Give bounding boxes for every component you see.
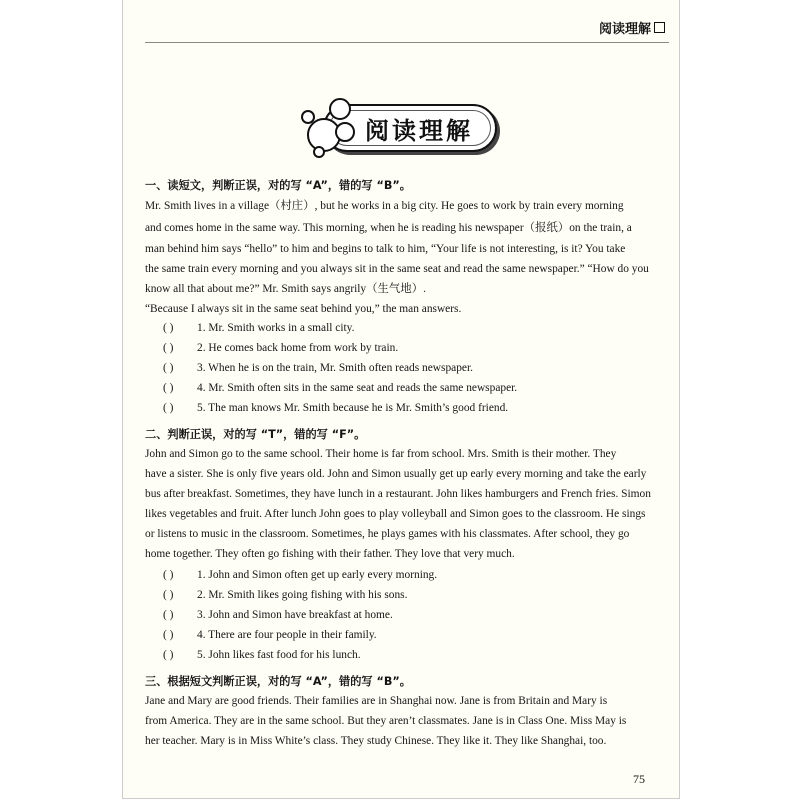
section-heading: 三、根据短文判断正误，对的写 “A”，错的写 “B”。 bbox=[145, 675, 411, 688]
title-banner bbox=[301, 88, 501, 158]
question-text: 3. John and Simon have breakfast at home. bbox=[197, 609, 393, 621]
bubble-icon bbox=[335, 122, 355, 142]
question-item bbox=[163, 587, 407, 603]
page-number: 75 bbox=[633, 772, 645, 786]
question-item bbox=[163, 340, 398, 356]
header-rule bbox=[145, 42, 669, 43]
question-item bbox=[163, 627, 377, 643]
passage-line: have a sister. She is only five years old. John and Simon usually get up early every morning and take the early bbox=[145, 468, 647, 480]
passage-line: “Because I always sit in the same seat behind you,” the man answers. bbox=[145, 303, 462, 315]
question-text: 2. He comes back home from work by train. bbox=[197, 342, 399, 354]
running-header-title: 阅读理解 bbox=[598, 22, 651, 37]
running-header bbox=[599, 18, 665, 37]
bubble-icon bbox=[313, 146, 325, 158]
answer-blank[interactable]: ( ) bbox=[163, 569, 174, 581]
passage-line: her teacher. Mary is in Miss White’s class. They study Chinese. They like it. They like Shanghai, too. bbox=[145, 735, 607, 747]
answer-blank[interactable]: ( ) bbox=[163, 322, 174, 334]
passage-line: bus after breakfast. Sometimes, they have lunch in a restaurant. John likes hamburgers and French fries. Simon bbox=[145, 488, 651, 500]
square-icon bbox=[654, 22, 665, 33]
section-heading: 二、判断正误，对的写 “T”，错的写 “F”。 bbox=[145, 428, 366, 441]
section-heading: 一、读短文，判断正误，对的写 “A”，错的写 “B”。 bbox=[145, 179, 411, 192]
question-item bbox=[163, 607, 393, 623]
bubble-icon bbox=[301, 110, 315, 124]
passage-line: home together. They often go fishing with their father. They love that very much. bbox=[145, 548, 515, 560]
answer-blank[interactable]: ( ) bbox=[163, 629, 174, 641]
question-text: 2. Mr. Smith likes going fishing with his sons. bbox=[197, 589, 408, 601]
answer-blank[interactable]: ( ) bbox=[163, 589, 174, 601]
passage-line: know all that about me?” Mr. Smith says angrily（生气地）. bbox=[145, 283, 426, 295]
question-item bbox=[163, 567, 437, 583]
question-text: 4. Mr. Smith often sits in the same seat and reads the same newspaper. bbox=[197, 382, 518, 394]
answer-blank[interactable]: ( ) bbox=[163, 362, 174, 374]
passage-line: likes vegetables and fruit. After lunch John goes to play volleyball and Simon goes to the classroom. He sings bbox=[145, 508, 646, 520]
question-item bbox=[163, 320, 354, 336]
answer-blank[interactable]: ( ) bbox=[163, 402, 174, 414]
question-text: 1. Mr. Smith works in a small city. bbox=[197, 322, 355, 334]
answer-blank[interactable]: ( ) bbox=[163, 609, 174, 621]
passage-line: man behind him says “hello” to him and begins to talk to him, “Your life is not interesting, is it? You take bbox=[145, 243, 626, 255]
passage-line: or listens to music in the classroom. Sometimes, he plays games with his classmates. After school, they go bbox=[145, 528, 630, 540]
answer-blank[interactable]: ( ) bbox=[163, 649, 174, 661]
passage-line: Mr. Smith lives in a village（村庄）, but he works in a big city. He goes to work by train every morning bbox=[145, 200, 624, 212]
question-item bbox=[163, 380, 517, 396]
banner-title: 阅读理解 bbox=[365, 116, 473, 145]
answer-blank[interactable]: ( ) bbox=[163, 342, 174, 354]
question-text: 3. When he is on the train, Mr. Smith often reads newspaper. bbox=[197, 362, 473, 374]
passage-line: the same train every morning and you always sit in the same seat and read the same newspaper.” “How do you bbox=[145, 263, 649, 275]
textbook-page bbox=[122, 0, 680, 799]
question-item bbox=[163, 400, 508, 416]
question-text: 5. John likes fast food for his lunch. bbox=[197, 649, 361, 661]
question-item bbox=[163, 647, 361, 663]
bubble-icon bbox=[329, 98, 351, 120]
passage-line: Jane and Mary are good friends. Their families are in Shanghai now. Jane is from Britain and Mary is bbox=[145, 695, 608, 707]
question-text: 5. The man knows Mr. Smith because he is Mr. Smith’s good friend. bbox=[197, 402, 509, 414]
question-text: 4. There are four people in their family. bbox=[197, 629, 377, 641]
question-text: 1. John and Simon often get up early every morning. bbox=[197, 569, 438, 581]
question-item bbox=[163, 360, 473, 376]
passage-line: John and Simon go to the same school. Their home is far from school. Mrs. Smith is their mother. They bbox=[145, 448, 617, 460]
passage-line: from America. They are in the same school. But they aren’t classmates. Jane is in Class One. Miss May is bbox=[145, 715, 627, 727]
answer-blank[interactable]: ( ) bbox=[163, 382, 174, 394]
passage-line: and comes home in the same way. This morning, when he is reading his newspaper（报纸）on the train, a bbox=[145, 222, 632, 234]
